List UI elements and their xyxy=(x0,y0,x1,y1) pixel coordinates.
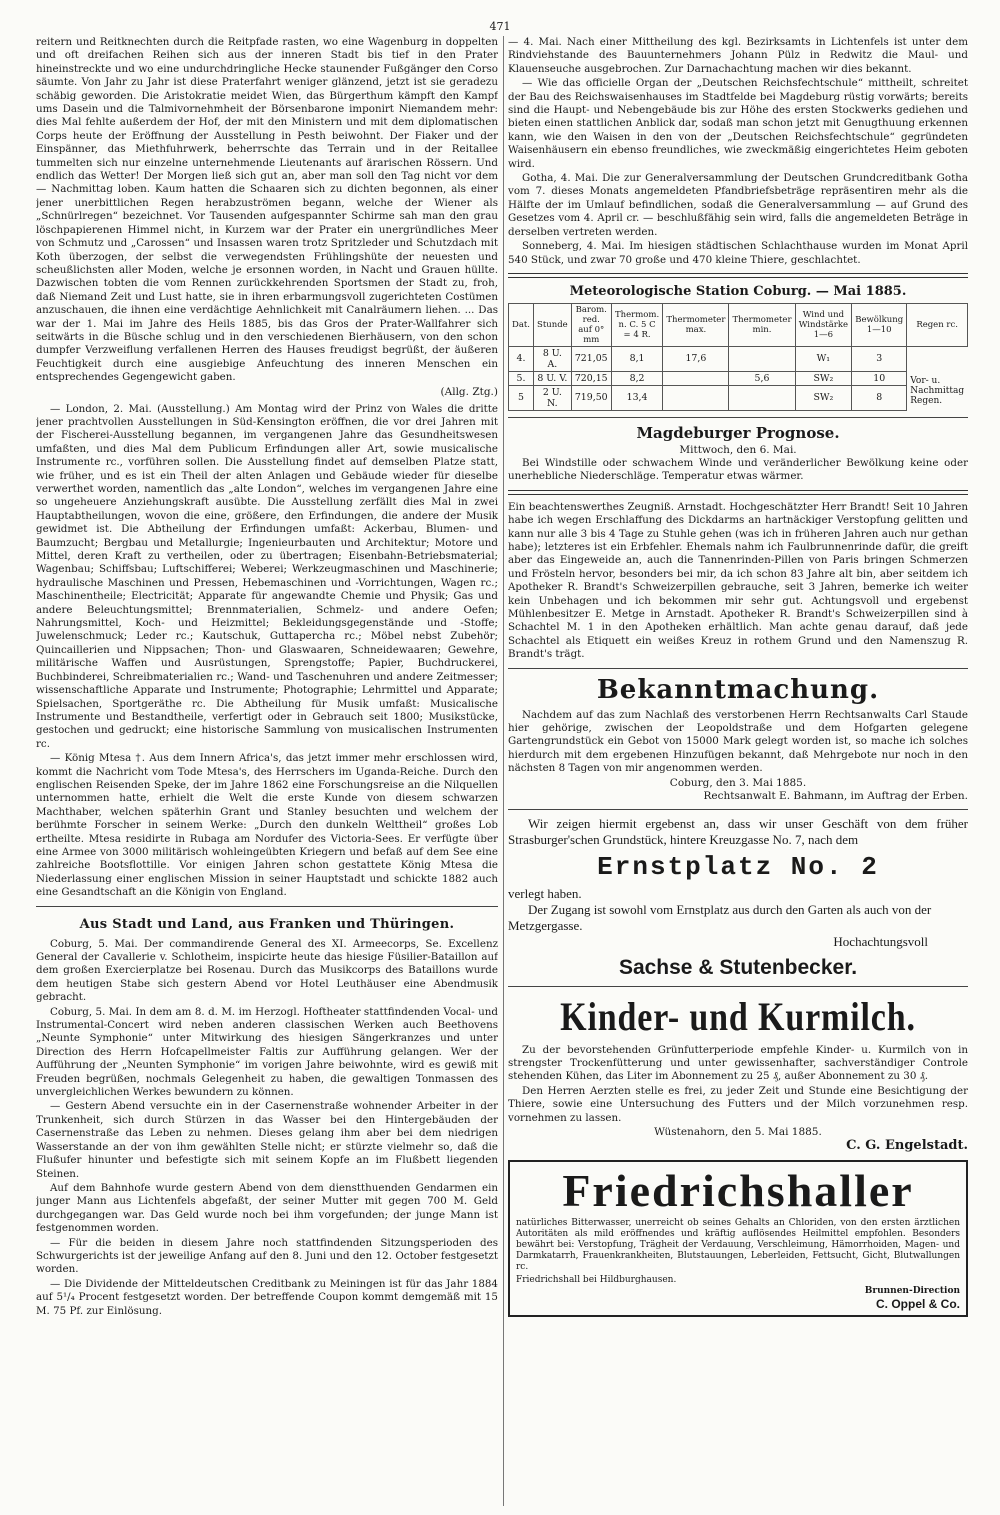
article-bahnhof: Auf dem Bahnhofe wurde gestern Abend von dem dienstthuenden Gendarmen ein junger Mann aus Lichtenfels abgefaßt, der seiner Mutter mit gegen 700 M. Geld durchgegangen war. Das Geld wurde noch bei ihm vorgefunden; der junge Mann ist festgenommen worden. xyxy=(36,1181,498,1235)
notice-date: Coburg, den 3. Mai 1885. xyxy=(669,776,807,789)
left-column xyxy=(36,36,498,1506)
move-notice-text: Wir zeigen hiermit ergebenst an, dass wir unser Geschäft von dem früher Strasburger'schen Grundstück, hintere Kreuzgasse No. 7, nach dem xyxy=(508,815,968,847)
article-arbeiter: — Gestern Abend versuchte ein in der Casernenstraße wohnender Arbeiter in der Trunkenheit, sich durch Stürzen in das Wasser bei den Hintergebäuden der Casernenstraße das Leben zu nehmen. Dieses gelang ihm aber bei dem niedrigen Wasserstande an der von ihm gewählten Stelle nicht; er stürzte vielmehr so, daß die Flußufer hinunter und befestigte sich mit seinem Kopfe an im Flußbett liegenden Steinen. xyxy=(36,1100,498,1180)
weather-cell: 2 U. N. xyxy=(534,385,572,410)
article-schwurgericht: — Für die beiden in diesem Jahre noch stattfindenden Sitzungsperioden des Schwurgerichts ist der jeweilige Anfang auf den 8. Juni und den 12. October festgesetzt worden. xyxy=(36,1236,498,1276)
milk-ad-title: Kinder- und Kurmilch. xyxy=(560,993,916,1039)
weather-cell: 8 xyxy=(852,385,907,410)
section-rule xyxy=(36,906,498,907)
weather-col-header: Thermometer min. xyxy=(729,303,795,346)
article-gotha: Gotha, 4. Mai. Die zur Generalversammlung der Deutschen Grundcreditbank Gotha vom 7. dieses Monats angemeldeten Pfandbriefsbeträge repräsentiren mehr als die Hälfte der im Umlauf befindlichen, sodaß die Generalversammlung — auf Grund des Gesetzes vom 4. April cr. — beschlußfähig sein wird, falls die angemeldeten Beträge in derselben vertreten werden. xyxy=(508,172,968,238)
weather-cell: W₁ xyxy=(795,346,852,371)
ad-rule-2 xyxy=(508,668,968,669)
article-london: — London, 2. Mai. (Ausstellung.) Am Montag wird der Prinz von Wales die dritte jener prachtvollen Ausstellungen in Süd-Kensington eröffnen, die vor drei Jahren mit der Fischerei-Ausstellung begannen, im vergangenen Jahre das Gesundheitswesen umfaßten, und dies Mal dem Publicum Erfindungen aller Art, sowie musicalische Instrumente rc., vorführen sollen. Die Ausstellung findet auf demselben Platze statt, wie früher, und es ist ein Theil der alten Anlagen und Gebäude wieder für dieselbe verwerthet worden, namentlich das „alte London“, welches im vergangenen Jahre eine so ungeheuere Anziehungskraft ausübte. Die Ausstellung zerfällt dies Mal in zwei Hauptabtheilungen, wovon die eine, größere, den Erfindungen, die andere der Musik gewidmet ist. Die Abtheilung der Erfindungen umfaßt: Ackerbau, Blumen- und Baumzucht; Bergbau und Metallurgie; Ingenieurbauten und Architektur; Motore und Mittel, deren Kraft zu vertheilen, oder zu übertragen; Eisenbahn-Betriebsmaterial; Wagenbau; Schiffsbau; Luftschifferei; Weberei; Werkzeugmaschinen und Maschinerie; hydraulische Maschinen und Pressen, Hebemaschinen und -Vorrichtungen, Wagen rc.; Maschinentheile; Electricität; Apparate für angewandte Chemie und Physik; Gas und andere Beleuchtungsmittel; Brennmaterialien, Schmelz- und andere Oefen; Nahrungsmittel, Koch- und Heizmittel; Bekleidungsgegenstände und -Stoffe; Juwelenschmuck; Leder rc.; Kautschuk, Guttapercha rc.; Möbel nebst Zubehör; Quincaillerien und Nippsachen; Thon- und Glaswaaren, Schneidewaaren; Gewehre, militärische Waffen und Ausrüstungen, Sprengstoffe; Papier, Buchdruckerei, Buchbinderei, Schreibmaterialien rc.; Wand- und Taschenuhren und andere Zeitmesser; wissenschaftliche Apparate und Instrumente; Photographie; Lehrmittel und Apparate; Spielsachen, Sportgeräthe rc. Die Abtheilung für Musik umfaßt: Musicalische Instrumente und Bestandtheile, verfertigt oder in Gebrauch seit 1800; Musikstücke, gestochen und gedruckt; eine historische Sammlung von musicalischen Instrumenten rc. xyxy=(36,402,498,750)
weather-col-header: Wind und Windstärke 1—6 xyxy=(795,303,852,346)
weather-col-header: Thermometer max. xyxy=(663,303,729,346)
weather-col-header: Thermom. n. C. 5 C = 4 R. xyxy=(611,303,663,346)
move-notice-address: Ernstplatz No. 2 xyxy=(597,851,879,882)
friedrichshaller-direction: Brunnen-Direction xyxy=(864,1286,960,1297)
weather-cell: 5 xyxy=(509,385,534,410)
weather-cell: SW₂ xyxy=(795,385,852,410)
article-waisenhaus: — Wie das officielle Organ der „Deutschen Reichsfechtschule“ mittheilt, schreitet der Bau des Reichswaisenhauses im Stadtfelde bei Magdeburg rüstig vorwärts; bereits sind die Haupt- und Nebengebäude bis zur Höhe des ersten Stockwerks gediehen und bieten einen stattlichen Anblick dar, sodaß man schon jetzt mit Genugthuung erkennen kann, wie den Waisen in den von der „Deutschen Reichsfechtschule“ gegründeten Waisenhäusern ein ebenso freundliches, wie zweckmäßig eingerichtetes Heim geboten wird. xyxy=(508,77,968,170)
milk-ad-date: Wüstenahorn, den 5. Mai 1885. xyxy=(654,1126,822,1139)
weather-cell: 17,6 xyxy=(663,346,729,371)
prognosis-title: Magdeburger Prognose. xyxy=(636,423,840,442)
weather-table-header xyxy=(509,303,968,346)
article-prater-source: (Allg. Ztg.) xyxy=(440,385,498,398)
friedrichshaller-firm: C. Oppel & Co. xyxy=(876,1297,960,1312)
move-notice-firm: Sachse & Stutenbecker. xyxy=(618,955,858,979)
weather-station-title: Meteorologische Station Coburg. — Mai 1885. xyxy=(569,283,907,299)
weather-cell: 5,6 xyxy=(729,371,795,385)
weather-col-header: Stunde xyxy=(534,303,572,346)
weather-cell: 8,1 xyxy=(611,346,663,371)
weather-cell: 720,15 xyxy=(571,371,611,385)
weather-cell: 3 xyxy=(852,346,907,371)
table-row xyxy=(509,346,968,371)
milk-ad-signature: C. G. Engelstadt. xyxy=(846,1138,968,1154)
weather-cell: 8,2 xyxy=(611,371,663,385)
prognosis-date: Mittwoch, den 6. Mai. xyxy=(679,443,797,456)
weather-cell: 13,4 xyxy=(611,385,663,410)
weather-cell xyxy=(907,346,968,371)
weather-col-header: Bewölkung 1—10 xyxy=(852,303,907,346)
ad-rule-4 xyxy=(508,986,968,987)
notice-signature: Rechtsanwalt E. Bahmann, im Auftrag der Erben. xyxy=(703,789,968,802)
article-dividende: — Die Dividende der Mitteldeutschen Creditbank zu Meiningen ist für das Jahr 1884 auf 5¹/₄ Procent festgesetzt worden. Der betreffende Coupon kommt demgemäß mit 15 M. 75 Pf. zur Einlösung. xyxy=(36,1277,498,1317)
friedrichshaller-location: Friedrichshall bei Hildburghausen. xyxy=(516,1275,677,1286)
prognosis-rule xyxy=(508,417,968,418)
section-heading: Aus Stadt und Land, aus Franken und Thüringen. xyxy=(79,916,455,932)
table-row xyxy=(509,385,968,410)
weather-cell: 5. xyxy=(509,371,534,385)
weather-cell xyxy=(729,346,795,371)
weather-rule xyxy=(508,273,968,278)
move-notice-text-2: verlegt haben. xyxy=(508,885,582,901)
article-sonneberg: Sonneberg, 4. Mai. Im hiesigen städtischen Schlachthause wurden im Monat April 540 Stück, und zwar 70 große und 470 kleine Thiere, geschlachtet. xyxy=(508,240,968,266)
notice-text: Nachdem auf das zum Nachlaß des verstorbenen Herrn Rechtsanwalts Carl Staude hier gehörige, zwischen der Leopoldstraße und dem Hofgarten gelegene Gartengrundstück ein Gebot von 15000 Mark gelegt worden ist, so mache ich solches hierdurch mit dem ergebenen Hinzufügen bekannt, daß Mehrgebote nur noch in den nächsten 8 Tagen von mir angenommen werden. xyxy=(508,708,968,775)
move-notice-closing: Hochachtungsvoll xyxy=(833,933,928,949)
weather-col-header: Dat. xyxy=(509,303,534,346)
weather-cell: 719,50 xyxy=(571,385,611,410)
article-coburg-1: Coburg, 5. Mai. Der commandirende General des XI. Armeecorps, Se. Excellenz General der Cavallerie v. Schlotheim, inspicirte heute das hiesige Füsilier-Bataillon auf dem großen Exercierplatze bei Rosenau. Durch das Musikcorps des Bataillons wurde dem heutigen Stabe sich gestern Abend vor Hotel Leuthäuser eine Abendmusik gebracht. xyxy=(36,937,498,1004)
weather-cell: 8 U. V. xyxy=(534,371,572,385)
notice-title: Bekanntmachung. xyxy=(596,674,880,705)
move-notice-text-3: Der Zugang ist sowohl vom Ernstplatz aus durch den Garten als auch von der Metzgergasse. xyxy=(508,901,932,933)
article-coburg-2: Coburg, 5. Mai. In dem am 8. d. M. im Herzogl. Hoftheater stattfindenden Vocal- und Instrumental-Concert wird neben anderen classischen Werken auch Beethovens „Neunte Symphonie“ unter Mitwirkung des hiesigen Sängerkranzes und unter Direction des Herrn Hofcapellmeister Faltis zur Aufführung gelangen. Wer der Aufführung der „Neunten Symphonie“ im vorigen Jahre beiwohnte, wird es gewiß mit Freuden begrüßen, nochmals Gelegenheit zu haben, die gewaltigen Tonmassen des unvergleichlichen Werkes bewundern zu können. xyxy=(36,1005,498,1099)
milk-ad-text-2: Den Herren Aerzten stelle es frei, zu jeder Zeit und Stunde eine Besichtigung der Thiere, sowie eine Untersuchung des Futters und der Milch vorzunehmen resp. vornehmen zu lassen. xyxy=(508,1084,968,1124)
article-mtesa: — König Mtesa †. Aus dem Innern Africa's, das jetzt immer mehr erschlossen wird, kommt die Nachricht vom Tode Mtesa's, des Herrschers im Uganda-Reiche. Durch den englischen Reisenden Speke, der im Jahre 1862 eine Forschungsreise an die Nilquellen unternommen hatte, erhielt die Welt die erste Kunde von diesem schwarzen Machthaber, welchen späterhin Grant und Stanley besuchten und welchem der berühmte Forscher in seinem Werke: „Durch den dunkeln Welttheil“ großes Lob ertheilte. Mtesa residirte in Rubaga am Nordufer des Victoria-Sees. Er verfügte über eine Armee von 3000 militärisch wohleingeübten Kriegern und befaß auf dem See eine zahlreiche Bootsflottille. Vor einigen Jahren schon gestattete König Mtesa die Niederlassung einer englischen Mission in seiner Hauptstadt und schickte 1882 auch eine Gesandtschaft an die Königin von England. xyxy=(36,752,498,899)
weather-cell xyxy=(729,385,795,410)
weather-table-body xyxy=(509,346,968,410)
page-number: 471 xyxy=(489,20,511,33)
weather-cell: 4. xyxy=(509,346,534,371)
right-column xyxy=(508,36,968,1506)
weather-col-header: Regen rc. xyxy=(907,303,968,346)
ad-rule xyxy=(508,490,968,495)
friedrichshaller-text: natürliches Bitterwasser, unerreicht ob seines Gehalts an Chloriden, von den ersten ärztlichen Autoritäten als mild eröffnendes und kräftig auflösendes Heilmittel empfohlen. Besonders bewährt bei: Verstopfung, Trägheit der Verdauung, Verschleimung, Hämorrhoiden, Magen- und Darmkatarrh, Frauenkrankheiten, Blutstauungen, Leberleiden, Fettsucht, Gicht, Blutwallungen rc. xyxy=(516,1218,960,1273)
weather-cell xyxy=(663,385,729,410)
friedrichshaller-title: Friedrichshaller xyxy=(562,1165,914,1217)
weather-cell: 721,05 xyxy=(571,346,611,371)
weather-col-header: Barom. red. auf 0° mm xyxy=(571,303,611,346)
weather-note: Vor- u. Nachmittag Regen. xyxy=(910,375,965,406)
weather-cell: 10 xyxy=(852,371,907,385)
ad-rule-3 xyxy=(508,809,968,810)
table-row xyxy=(509,371,968,385)
column-divider xyxy=(503,36,504,1506)
ad-zeugnis: Ein beachtenswerthes Zeugniß. Arnstadt. Hochgeschätzter Herr Brandt! Seit 10 Jahren habe ich wegen Erschlaffung des Dickdarms an hartnäckiger Verstopfung gelitten und kann nur alle 3 bis 4 Tage zu Stuhle gehen (was ich in früheren Jahren auch nur gethan habe); letzteres ist ein Erbfehler. Ehemals nahm ich Faulbrunnenrinde dafür, die greift aber das Eingeweide an, auch die Tannenrinden-Pillen von Paris bringen Schmerzen und Frösteln hervor, besonders bei mir, da ich schon 83 Jahre alt bin, aber seitdem ich Apotheker R. Brandt's Schweizerpillen gebrauche, seit 3 Jahren, bemerke ich weiter kein Unbehagen und ich bekommen mir sehr gut. Achtungsvoll und ergebenst Mühlenbesitzer E. Metge in Arnstadt. Apotheker R. Brandt's Schweizerpillen sind à Schachtel M. 1 in den Apotheken erhältlich. Man achte genau darauf, daß jede Schachtel als Etiquett ein weißes Kreuz in rothem Grund und den Namenszug R. Brandt's trägt. xyxy=(508,500,968,661)
prognosis-text: Bei Windstille oder schwachem Winde und veränderlicher Bewölkung keine oder unerhebliche Niederschläge. Temperatur etwas wärmer. xyxy=(508,456,968,483)
article-seuche: — 4. Mai. Nach einer Mittheilung des kgl. Bezirksamts in Lichtenfels ist unter dem Rindviehstande des Bauunternehmers Johann Pülz in Redwitz die Maul- und Klauenseuche ausgebrochen. Zur Darnachachtung machen wir dies bekannt. xyxy=(508,36,968,75)
article-prater: reitern und Reitknechten durch die Reitpfade rasten, wo eine Wagenburg in doppelten und oft dreifachen Reihen sich aus der inneren Stadt bis tief in den Prater hineinstreckte und wo eine undurchdringliche Hecke staunender Fußgänger den Corso säumte. Von Jahr zu Jahr ist diese Praterfahrt weniger glänzend, jetzt ist sie geradezu schäbig geworden. Die Aristokratie meidet Wien, das Bürgerthum kämpft den Kampf ums Dasein und die Talmivornehmheit der Börsenbarone imponirt Niemandem mehr: dies Mal fehlte außerdem der Hof, der mit den Ministern und mit dem diplomatischen Corps heute der Eröffnung der Ausstellung in Pesth beiwohnt. Der Fiaker und der Einspänner, das Miethfuhrwerk, beherrschte das Terrain und in der Reitallee tummelten sich nur einzelne unternehmende Lieutenants auf ärarischen Rössern. Und endlich das Wetter! Der Morgen ließ sich gut an, aber man soll den Tag nicht vor dem — Nachmittag loben. Kaum hatten die Schaaren sich zu dichten begonnen, als einer jener unerbittlichen Regen herabzuströmen begann, welche der Wiener als „Schnürlregen“ bezeichnet. Vor Tausenden aufgespannter Schirme sah man den grau löschpapierenen Himmel nicht, in Kurzem war der Prater ein unergründliches Meer von Schmutz und „Carossen“ und Insassen waren trotz Spritzleder und Schutzdach mit Koth überzogen, der selbst die verwegendsten Frühlingshüte der neuesten und scheußlichsten aller Moden, welche je ersonnen worden, in Nacht und Grauen hüllte. Dazwischen tobten die vom Rennen zurückkehrenden Sportsmen der Stadt zu, froh, daß Niemand Zeit und Lust hatte, sie in ihren erbarmungsvoll zugerichteten Costümen anzuschauen, die ihnen eine verdächtige Aehnlichkeit mit Canalräumern liehen. ... Das war der 1. Mai im Jahre des Heils 1885, bis das Gros der Prater-Wallfahrer sich seitwärts in die Büsche schlug und in den verschiedenen Bierhäusern, von den schon dumpfer Verzweiflung verfallenen Herren des Hauses freudigst begrüßt, der äußeren Feuchtigkeit durch eine ausgiebige Anfeuchtung des inneren Menschen ein entsprechendes Gegengewicht gaben. xyxy=(36,36,498,384)
milk-ad-text: Zu der bevorstehenden Grünfutterperiode empfehle Kinder- u. Kurmilch von in strengster Trockenfütterung und unter gewissenhafter, sachverständiger Controle stehenden Kühen, das Liter im Abonnement zu 25 ₰, außer Abonnement zu 30 ₰. xyxy=(508,1043,968,1083)
weather-cell xyxy=(663,371,729,385)
friedrichshaller-ad xyxy=(508,1160,968,1317)
weather-cell: 8 U. A. xyxy=(534,346,572,371)
weather-cell: SW₂ xyxy=(795,371,852,385)
weather-table xyxy=(508,303,968,411)
